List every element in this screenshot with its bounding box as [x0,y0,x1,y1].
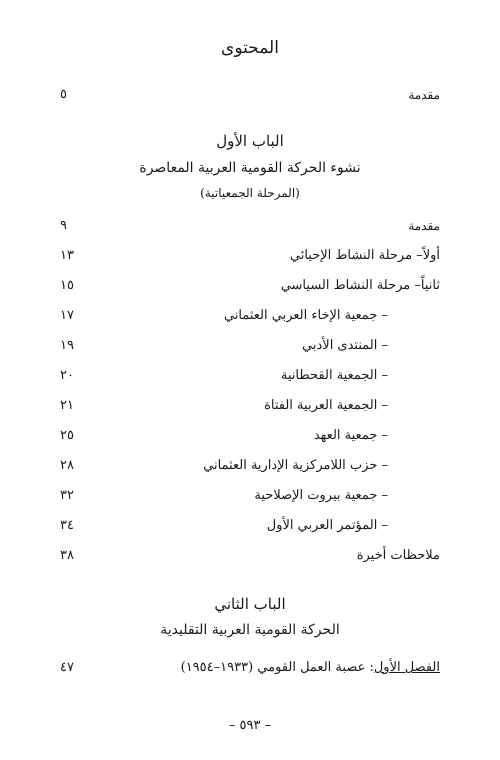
page-title: المحتوى [221,38,279,58]
toc-entry-page: ٤٧ [60,660,74,675]
toc-entry-revival [60,246,440,266]
toc-entry-label: مقدمة [408,88,440,102]
toc-entry-label: – المؤتمر العربي الأول [266,518,388,533]
toc-entry-label: – الجمعية العربية الفتاة [264,398,388,413]
toc-entry-page: ٣٢ [60,488,74,503]
toc-entry-page: ٣٨ [60,548,74,563]
toc-entry-part1-intro [60,216,440,236]
toc-entry-ikha [60,306,440,326]
toc-entry-page: ١٣ [60,248,74,263]
toc-entry-page: ٢٥ [60,428,74,443]
toc-entry-page: ١٧ [60,308,74,323]
toc-entry-page: ٩ [60,218,67,233]
toc-entry-label [181,658,440,678]
toc-entry-final-notes [60,546,440,566]
part1-subtitle: (المرحلة الجمعياتية) [200,186,300,200]
toc-entry-page: ٣٤ [60,518,74,533]
toc-entry-label: – جمعية الإخاء العربي العثماني [223,308,388,323]
toc-entry-label: – حزب اللامركزية الإدارية العثماني [203,458,388,473]
toc-entry-label: أولاً– مرحلة النشاط الإحيائي [289,248,440,263]
chapter-title: : عصبة العمل القومي (١٩٣٣–١٩٥٤) [180,660,374,675]
toc-entry-label: – المنتدى الأدبي [302,338,388,353]
toc-entry-arab-congress [60,516,440,536]
toc-entry-page: ١٩ [60,338,74,353]
toc-entry-qahtaniya [60,366,440,386]
part2-heading: الباب الثاني [214,595,286,613]
toc-entry-label: ملاحظات أخيرة [356,548,440,563]
toc-entry-page: ٢٨ [60,458,74,473]
part1-title: نشوء الحركة القومية العربية المعاصرة [139,160,361,176]
chapter-prefix: الفصل الأول [373,660,440,675]
toc-entry-page: ١٥ [60,278,74,293]
toc-entry-political [60,276,440,296]
toc-entry-label: مقدمة [408,219,440,233]
part1-heading: الباب الأول [216,132,284,150]
toc-entry-page: ٥ [60,87,67,102]
toc-entry-label: ثانياً– مرحلة النشاط السياسي [280,278,440,293]
toc-entry-page: ٢٠ [60,368,74,383]
toc-entry-label: – الجمعية القحطانية [280,368,388,383]
toc-entry-intro [60,85,440,105]
toc-entry-label: – جمعية بيروت الإصلاحية [254,488,388,503]
toc-entry-ahd [60,426,440,446]
toc-entry-label: – جمعية العهد [313,428,388,443]
page-number: – ٥٩٣ – [228,718,272,733]
toc-entry-decentralization [60,456,440,476]
toc-entry-fatat [60,396,440,416]
toc-entry-literary-club [60,336,440,356]
toc-entry-beirut-reform [60,486,440,506]
toc-entry-chapter1 [60,658,440,678]
toc-entry-page: ٢١ [60,398,74,413]
part2-title: الحركة القومية العربية التقليدية [160,622,340,638]
